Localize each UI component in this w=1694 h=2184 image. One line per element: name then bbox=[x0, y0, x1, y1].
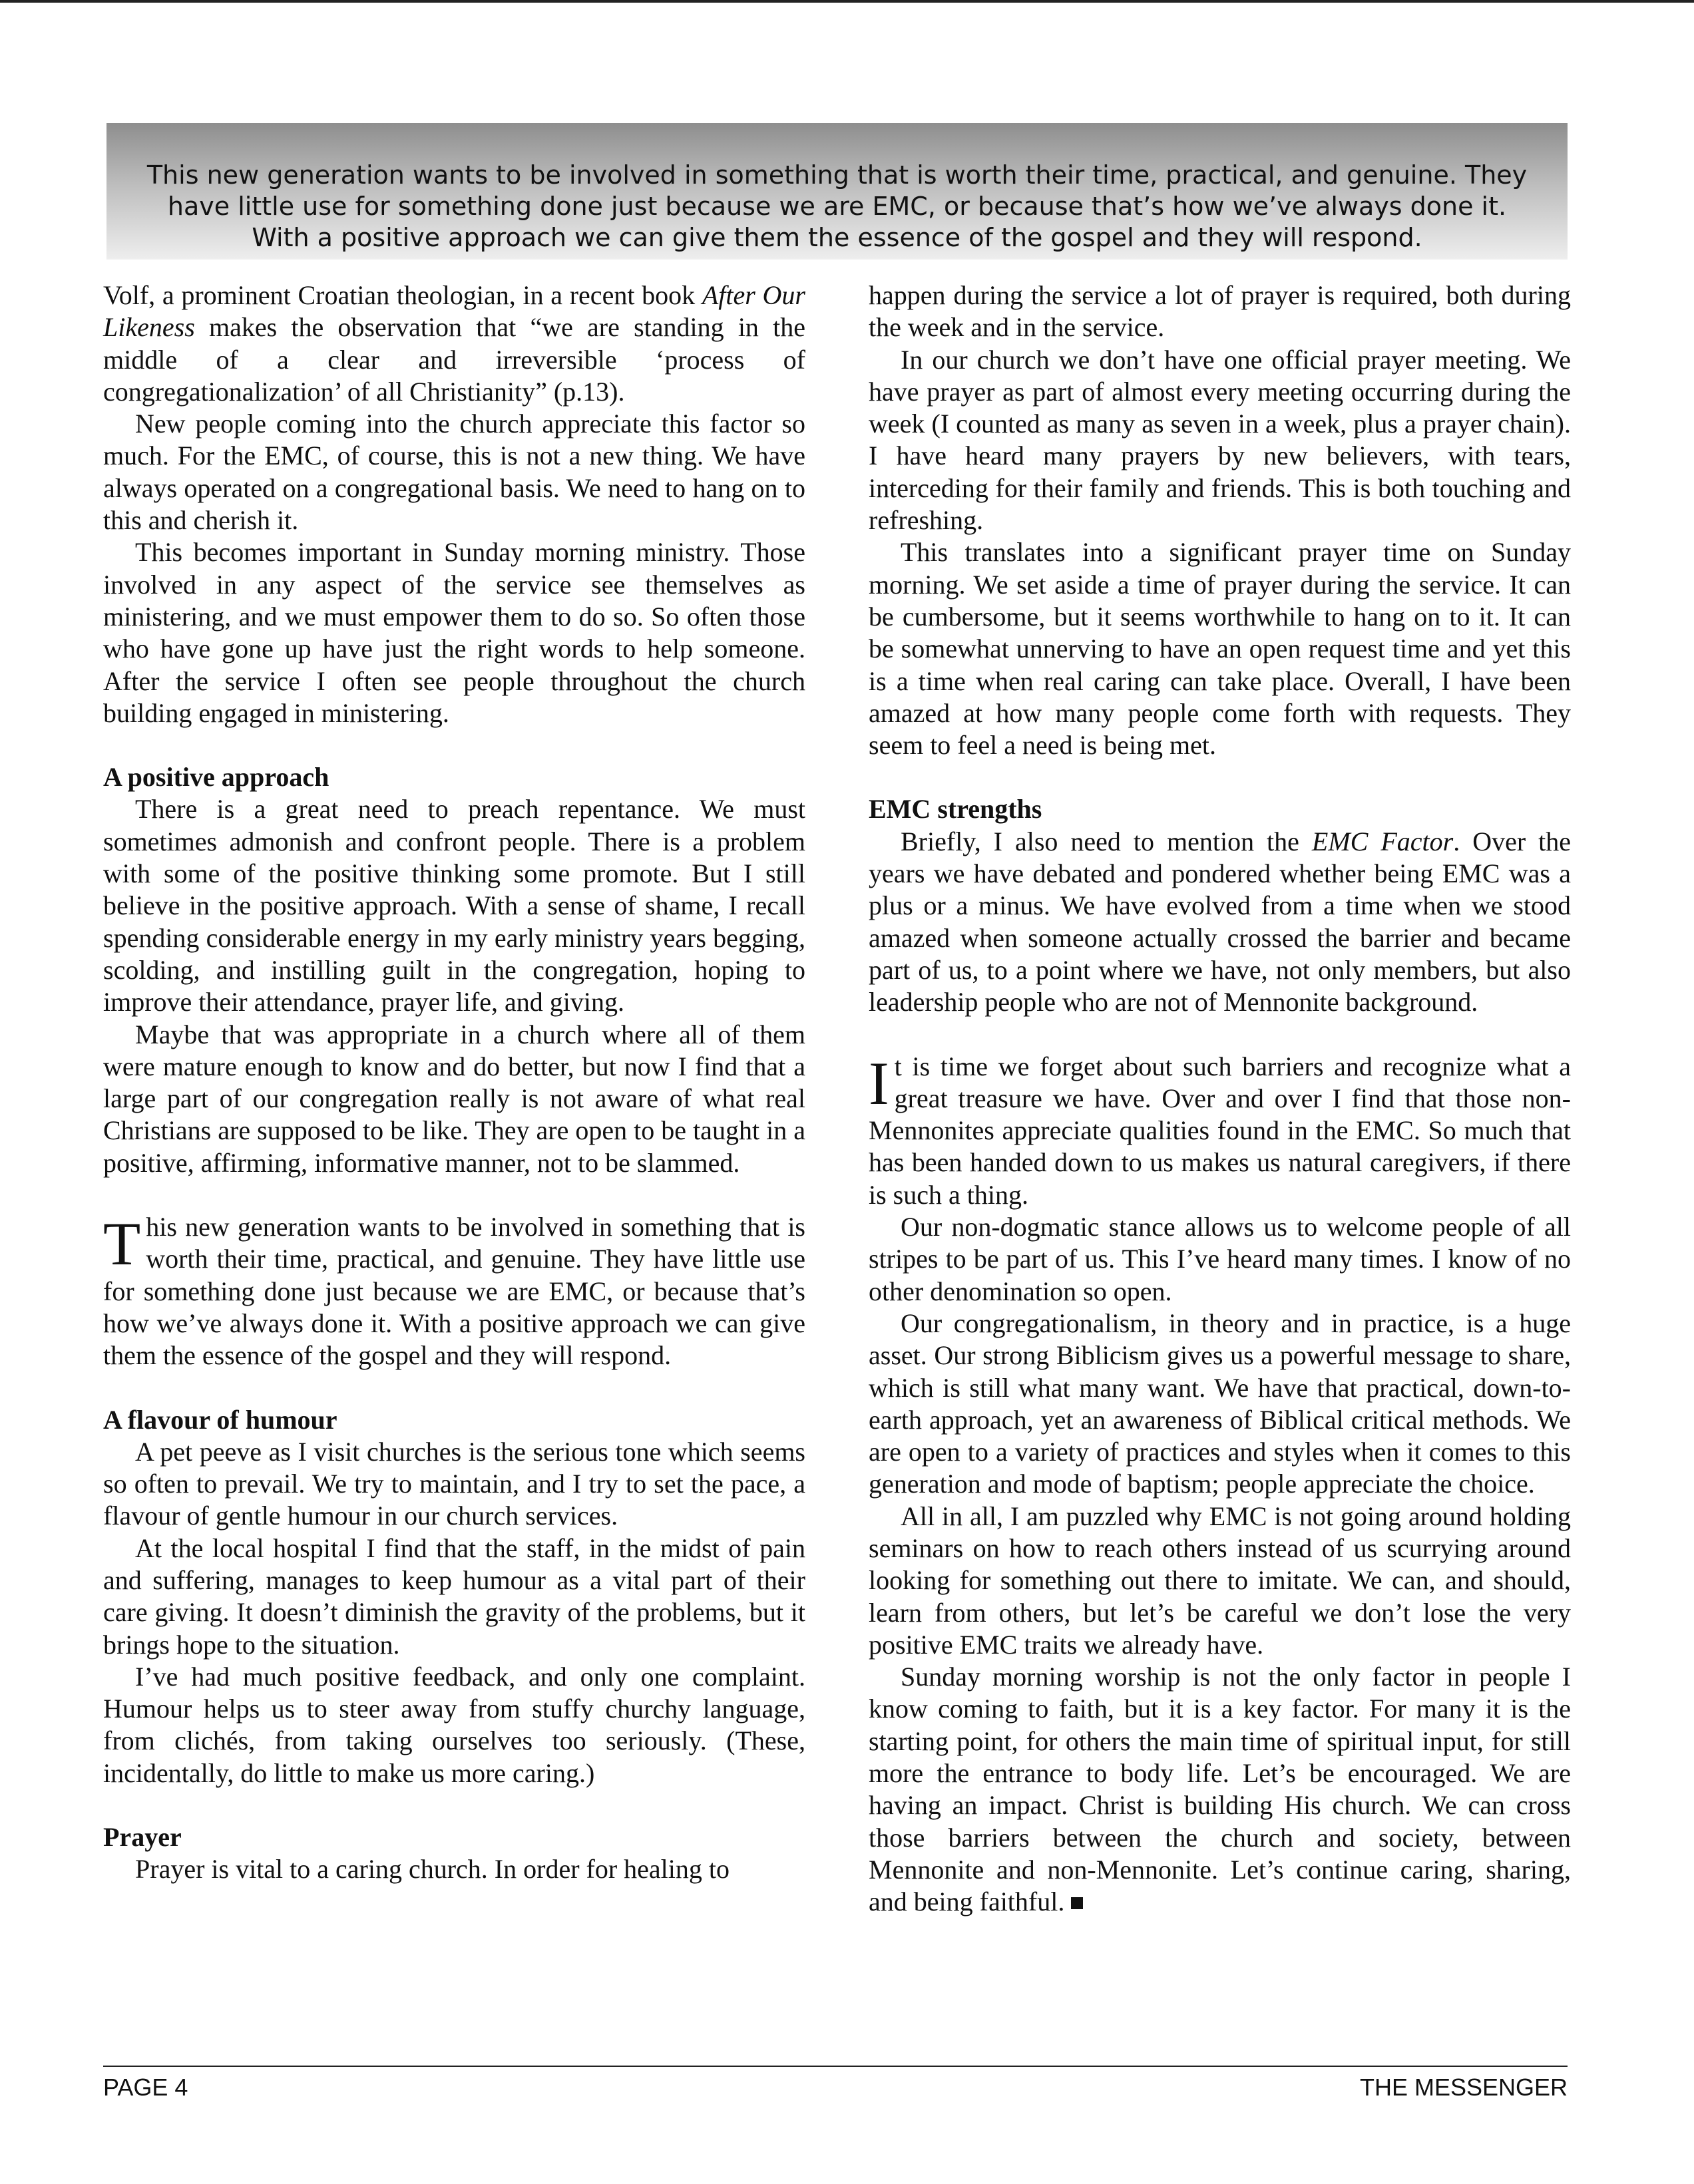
right-column bbox=[869, 279, 1571, 1918]
paragraph: Volf, a prominent Croatian theologian, in a recent book After Our Likeness makes the observation that “we are standing in the middle of a clear and irreversible ‘process of congregationalization’ of all Christianity” (p.13). bbox=[103, 280, 806, 407]
section-heading-prayer: Prayer bbox=[103, 1822, 182, 1853]
paragraph: Prayer is vital to a caring church. In order for healing to bbox=[135, 1854, 730, 1885]
paragraph: All in all, I am puzzled why EMC is not going around holding seminars on how to reach others instead of us scurrying around looking for something out there to imitate. We can, and should, learn from others, but let’s be careful we don’t lose the very positive EMC traits we already have. bbox=[869, 1501, 1571, 1660]
drop-cap: T bbox=[103, 1210, 141, 1278]
paragraph: Briefly, I also need to mention the EMC Factor. Over the years we have debated and pondered whether being EMC was a plus or a minus. We have evolved from a time when we stood amazed when someone actually crossed the barrier and became part of us, to a point where we have, not only members, but also leadership people who are not of Mennonite background. bbox=[869, 826, 1572, 1017]
emphasis: EMC Factor bbox=[1311, 826, 1454, 856]
footer-rule bbox=[103, 2066, 1568, 2067]
section-heading-emc-strengths: EMC strengths bbox=[869, 794, 1042, 824]
paragraph: This translates into a significant prayer time on Sunday morning. We set aside a time of prayer during the service. It can be cumbersome, but it seems worthwhile to hang on to it. It can be somewhat unnerving to have an open request time and yet this is a time when real caring can take place. Overall, I have been amazed at how many people come forth with requests. They seem to feel a need is being met. bbox=[869, 537, 1571, 761]
book-title: After Our Likeness bbox=[103, 280, 806, 343]
paragraph: A pet peeve as I visit churches is the serious tone which seems so often to prevail. We try to maintain, and I try to set the pace, a flavour of gentle humour in our church services. bbox=[103, 1436, 805, 1531]
section-heading-positive-approach: A positive approach bbox=[103, 762, 329, 793]
paragraph: happen during the service a lot of prayer is required, both during the week and in the service. bbox=[869, 280, 1571, 343]
left-column bbox=[103, 279, 805, 1886]
pull-quote-banner bbox=[106, 123, 1568, 260]
paragraph: Maybe that was appropriate in a church where all of them were mature enough to know and do better, but now I find that a large part of our congregation really is not aware of what real Christians are supposed to be like. They are open to be taught in a positive, affirming, informative manner, not to be slammed. bbox=[103, 1019, 805, 1178]
paragraph: There is a great need to preach repentance. We must sometimes admonish and confront people. There is a problem with some of the positive thinking some promote. But I still believe in the positive approach. With a sense of shame, I recall spending considerable energy in my early ministry years begging, scolding, and instilling guilt in the congregation, hoping to improve their attendance, prayer life, and giving. bbox=[103, 794, 805, 1017]
page-number: PAGE 4 bbox=[103, 2074, 188, 2101]
paragraph: At the local hospital I find that the staff, in the midst of pain and suffering, manages to keep humour as a vital part of their care giving. It doesn’t diminish the gravity of the problems, but it brings hope to the situation. bbox=[103, 1533, 805, 1660]
section-heading-humour: A flavour of humour bbox=[103, 1404, 337, 1435]
paragraph: New people coming into the church appreciate this factor so much. For the EMC, of course, this is not a new thing. We have always operated on a congregational basis. We need to hang on to this and cherish it. bbox=[103, 409, 805, 536]
drop-cap: I bbox=[869, 1049, 889, 1117]
paragraph: Our non-dogmatic stance allows us to welcome people of all stripes to be part of us. This I’ve heard many times. I know of no other denomination so open. bbox=[869, 1212, 1571, 1306]
paragraph: This becomes important in Sunday morning ministry. Those involved in any aspect of the service see themselves as ministering, and we must empower them to do so. So often those who have gone up have just the right words to help someone. After the service I often see people throughout the church building engaged in ministering. bbox=[103, 537, 805, 728]
paragraph: Our congregationalism, in theory and in practice, is a huge asset. Our strong Biblicism gives us a powerful message to share, which is still what many want. We have that practical, down-to-earth approach, yet an awareness of Biblical critical methods. We are open to a variety of practices and styles when it comes to this generation and mode of baptism; people appreciate the choice. bbox=[869, 1308, 1571, 1499]
pull-quote-line: This new generation wants to be involved in something that is worth their time, practical, and genuine. They bbox=[146, 160, 1528, 190]
paragraph-with-drop-cap: It is time we forget about such barriers and recognize what a great treasure we have. Over and over I find that those non-Mennonites appreciate qualities found in the EMC. So much that has been handed down to us makes us natural caregivers, if there is such a thing. bbox=[869, 1049, 1571, 1210]
pull-quote-line: have little use for something done just because we are EMC, or because that’s how we’ve always done it. bbox=[167, 192, 1507, 221]
publication-name: THE MESSENGER bbox=[1359, 2074, 1568, 2101]
paragraph: Sunday morning worship is not the only factor in people I know coming to faith, but it is a key factor. For many it is the starting point, for others the main time of spiritual input, for still more the entrance to body life. Let’s be encouraged. We are having an impact. Christ is building His church. We can cross those barriers between the church and society, between Mennonite and non-Mennonite. Let’s continue caring, sharing, and being faithful. bbox=[869, 1662, 1571, 1917]
paragraph-with-drop-cap: This new generation wants to be involved in something that is worth their time, practical, and genuine. They have little use for something done just because we are EMC, or because that’s how we’ve always done it. With a positive approach we can give them the essence of the gospel and they will respond. bbox=[103, 1210, 805, 1371]
paragraph: I’ve had much positive feedback, and only one complaint. Humour helps us to steer away from stuffy churchy language, from clichés, from taking ourselves too seriously. (These, incidentally, do little to make us more caring.) bbox=[103, 1661, 805, 1788]
paragraph: In our church we don’t have one official prayer meeting. We have prayer as part of almost every meeting occurring during the week (I counted as many as seven in a week, plus a prayer chain). I have heard many prayers by new believers, with tears, interceding for their family and friends. This is both touching and refreshing. bbox=[869, 344, 1571, 536]
end-mark-icon bbox=[1071, 1897, 1083, 1909]
pull-quote-line: With a positive approach we can give them the essence of the gospel and they will respond. bbox=[252, 223, 1422, 252]
top-rule bbox=[0, 0, 1694, 3]
